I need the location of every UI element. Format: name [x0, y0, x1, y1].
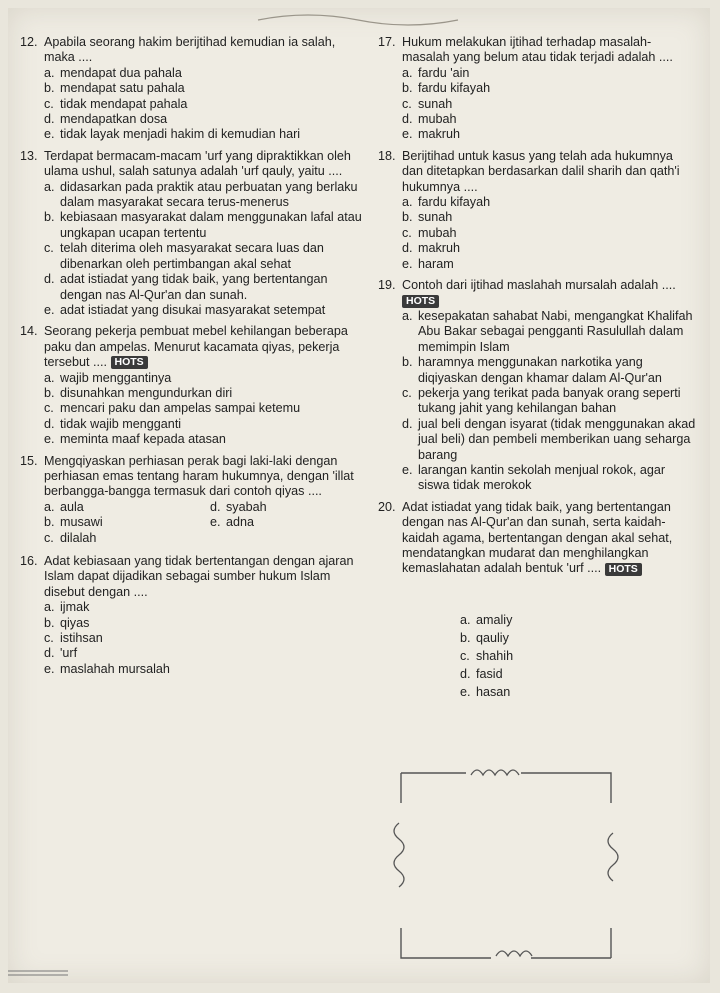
option-letter: b.	[402, 81, 413, 96]
option-text: makruh	[418, 241, 460, 256]
option-letter: b.	[44, 515, 55, 530]
question-number: 18.	[378, 148, 396, 163]
answer-option-e[interactable]	[402, 257, 696, 272]
question-text	[402, 149, 696, 195]
option-text: mendapat satu pahala	[60, 81, 185, 96]
question-number: 19.	[378, 278, 396, 293]
option-letter: b.	[44, 210, 55, 225]
option-text: sunah	[418, 96, 453, 111]
answer-option-c[interactable]	[44, 401, 362, 416]
answer-option-a[interactable]	[460, 611, 696, 629]
answer-option-d[interactable]	[44, 646, 362, 661]
hots-badge: HOTS	[111, 356, 148, 369]
answer-option-e[interactable]	[44, 303, 362, 318]
option-letter: d.	[402, 416, 413, 431]
answer-option-b[interactable]	[460, 629, 696, 647]
answer-option-e[interactable]	[402, 127, 696, 142]
option-letter: a.	[460, 612, 471, 627]
option-letter: d.	[44, 416, 55, 431]
question-text	[44, 35, 362, 66]
option-text: mubah	[418, 225, 457, 240]
question-stem: Adat kebiasaan yang tidak bertentangan dengan ajaran Islam dapat dijadikan sebagai sumber hukum Islam disebut dengan ....	[44, 554, 354, 599]
option-letter: d.	[44, 272, 55, 287]
question-12	[20, 35, 362, 143]
question-number: 13.	[20, 148, 38, 163]
answer-option-a[interactable]	[402, 309, 696, 355]
answer-option-d[interactable]	[44, 272, 362, 303]
answer-option-b[interactable]	[44, 386, 362, 401]
answer-option-d[interactable]	[402, 241, 696, 256]
option-letter: e.	[402, 127, 413, 142]
option-text: didasarkan pada praktik atau perbuatan yang berlaku dalam masyarakat secara terus-menerus	[60, 179, 358, 210]
option-letter: a.	[402, 308, 413, 323]
option-letter: d.	[44, 646, 55, 661]
option-text: musawi	[60, 515, 103, 530]
answer-option-b[interactable]	[402, 81, 696, 96]
answer-options	[44, 371, 362, 448]
answer-option-e[interactable]	[460, 683, 696, 701]
answer-option-a[interactable]	[402, 66, 696, 81]
answer-option-b[interactable]	[402, 355, 696, 386]
option-letter: c.	[460, 648, 470, 663]
question-14	[20, 324, 362, 447]
option-letter: a.	[402, 195, 413, 210]
question-18	[378, 149, 696, 272]
question-stem: Adat istiadat yang tidak baik, yang bertentangan dengan nas Al-Qur'an dan sunah, serta kaidah-kaidah agama, bertentangan dengan akal sehat, mendatangkan mudarat dan menghilangkan kemaslahatan adalah bentuk 'urf ....	[402, 499, 673, 576]
answer-option-d[interactable]	[402, 417, 696, 463]
options-row	[44, 500, 362, 515]
option-text: adna	[226, 515, 255, 530]
option-letter: b.	[460, 630, 471, 645]
option-text: meminta maaf kepada atasan	[60, 432, 226, 447]
answer-option-c[interactable]	[44, 241, 362, 272]
hots-badge: HOTS	[402, 295, 439, 308]
options-row	[44, 531, 362, 546]
option-letter: c.	[44, 401, 54, 416]
question-stem: Seorang pekerja pembuat mebel kehilangan beberapa paku dan ampelas. Menurut kacamata qiyas, pekerja tersebut ....	[44, 324, 348, 370]
answer-option-a[interactable]	[44, 180, 362, 211]
answer-option-c[interactable]	[402, 386, 696, 417]
option-text: shahih	[476, 648, 514, 663]
option-text: tidak wajib mengganti	[60, 416, 182, 431]
option-letter: b.	[44, 615, 55, 630]
option-letter: b.	[44, 385, 55, 400]
question-number: 14.	[20, 324, 38, 339]
answer-option-e[interactable]	[44, 127, 362, 142]
option-text: aula	[60, 499, 84, 514]
option-letter: e.	[210, 515, 221, 530]
option-letter: a.	[44, 370, 55, 385]
option-text: syabah	[226, 499, 267, 514]
option-letter: e.	[402, 256, 413, 271]
option-letter: d.	[210, 499, 221, 514]
option-text: fasid	[476, 666, 503, 681]
option-letter: d.	[402, 112, 413, 127]
option-text: telah diterima oleh masyarakat secara luas dan dibenarkan oleh pertimbangan akal sehat	[60, 241, 324, 271]
option-text: 'urf	[60, 646, 78, 661]
option-letter: b.	[44, 81, 55, 96]
question-text	[44, 554, 362, 600]
question-stem: Terdapat bermacam-macam 'urf yang dipraktikkan oleh ulama ushul, salah satunya adalah 'urf qauly, yaitu ....	[44, 148, 351, 179]
option-letter: c.	[402, 385, 412, 400]
option-text: qiyas	[60, 615, 90, 630]
question-number: 16.	[20, 554, 38, 568]
option-letter: e.	[460, 684, 471, 699]
option-letter: b.	[402, 355, 413, 370]
option-letter: c.	[44, 631, 54, 646]
answer-option-e[interactable]	[44, 662, 362, 677]
answer-option-b[interactable]	[44, 616, 362, 631]
option-text: fardu 'ain	[418, 65, 470, 80]
option-letter: e.	[402, 462, 413, 477]
option-text: hasan	[476, 684, 511, 699]
question-stem: Contoh dari ijtihad maslahah mursalah adalah ....	[402, 278, 676, 293]
option-text: adat istiadat yang tidak baik, yang bertentangan dengan nas Al-Qur'an dan sunah.	[60, 272, 328, 302]
answer-option-a[interactable]	[44, 600, 362, 615]
options-row	[44, 515, 362, 530]
question-text	[44, 454, 362, 500]
option-text: dilalah	[60, 530, 97, 545]
answer-options	[44, 600, 362, 677]
question-text	[402, 500, 696, 577]
answer-option-e[interactable]	[402, 463, 696, 494]
left-column	[20, 35, 362, 681]
answer-option-a[interactable]	[44, 66, 362, 81]
option-letter: d.	[460, 666, 471, 681]
option-text: tidak layak menjadi hakim di kemudian hari	[60, 127, 301, 142]
answer-option-c[interactable]	[402, 226, 696, 241]
option-text: kebiasaan masyarakat dalam menggunakan lafal atau ungkapan ucapan tertentu	[60, 210, 362, 240]
option-letter: a.	[402, 65, 413, 80]
option-letter: a.	[44, 600, 55, 615]
option-text: makruh	[418, 127, 460, 142]
option-text: fardu kifayah	[418, 195, 491, 210]
answer-options	[402, 195, 696, 272]
option-text: qauliy	[476, 630, 509, 645]
option-text: ijmak	[60, 600, 90, 615]
question-16	[20, 554, 362, 677]
answer-options	[402, 66, 696, 143]
question-19	[378, 278, 696, 494]
option-text: haramnya menggunakan narkotika yang diqiyaskan dengan khamar dalam Al-Qur'an	[418, 355, 662, 385]
answer-option-a[interactable]	[44, 500, 210, 515]
option-letter: c.	[402, 225, 412, 240]
question-number: 17.	[378, 35, 396, 49]
question-stem: Mengqiyaskan perhiasan perak bagi laki-laki dengan perhiasan emas tentang haram hukumnya, dengan 'illat berbangga-bangga termasuk dari contoh qiyas ....	[44, 453, 354, 499]
question-number: 12.	[20, 35, 38, 49]
bottom-stripes	[8, 967, 710, 983]
question-15	[20, 454, 362, 546]
answer-option-d[interactable]	[44, 112, 362, 127]
answer-options	[44, 180, 362, 319]
question-text	[402, 278, 696, 309]
answer-option-b[interactable]	[44, 81, 362, 96]
option-text: pekerja yang terikat pada banyak orang seperti tukang jahit yang kehilangan bahan	[418, 385, 681, 416]
hots-badge: HOTS	[605, 563, 642, 576]
option-letter: c.	[44, 241, 54, 256]
option-text: haram	[418, 256, 454, 271]
question-stem: Hukum melakukan ijtihad terhadap masalah-masalah yang belum atau tidak terjadi adalah ....	[402, 35, 673, 65]
answer-option-e[interactable]	[210, 515, 346, 530]
option-text: maslahah mursalah	[60, 661, 170, 676]
option-text: istihsan	[60, 631, 103, 646]
top-ornament	[8, 8, 710, 30]
option-text: adat istiadat yang disukai masyarakat setempat	[60, 302, 326, 317]
question-text	[44, 324, 362, 370]
option-text: fardu kifayah	[418, 81, 491, 96]
option-letter: a.	[44, 65, 55, 80]
option-letter: b.	[402, 210, 413, 225]
answer-option-c[interactable]	[460, 647, 696, 665]
ornamental-frame	[381, 763, 631, 973]
answer-options	[44, 66, 362, 143]
answer-option-b[interactable]	[402, 210, 696, 225]
worksheet-page	[8, 8, 710, 983]
q20-options-frame	[381, 763, 621, 963]
option-text: disunahkan mengundurkan diri	[60, 385, 233, 400]
option-letter: d.	[44, 112, 55, 127]
option-text: larangan kantin sekolah menjual rokok, agar siswa tidak merokok	[418, 462, 666, 493]
option-letter: c.	[44, 530, 54, 545]
answer-option-b[interactable]	[44, 515, 210, 530]
option-text: mendapat dua pahala	[60, 65, 182, 80]
question-text	[44, 149, 362, 180]
option-text: amaliy	[476, 612, 513, 627]
question-number: 15.	[20, 453, 38, 468]
option-text: wajib menggantinya	[60, 370, 172, 385]
question-stem: Apabila seorang hakim berijtihad kemudian ia salah, maka ....	[44, 35, 336, 65]
option-text: kesepakatan sahabat Nabi, mengangkat Khalifah Abu Bakar sebagai pengganti Rasulullah dalam memimpin Islam	[418, 308, 693, 354]
answer-option-a[interactable]	[402, 195, 696, 210]
option-letter: c.	[402, 96, 412, 111]
option-text: tidak mendapat pahala	[60, 96, 188, 111]
option-text: jual beli dengan isyarat (tidak menggunakan akad jual beli) dan pembeli memberikan uang seharga barang	[418, 416, 696, 462]
answer-option-e[interactable]	[44, 432, 362, 447]
option-letter: e.	[44, 302, 55, 317]
question-number: 20.	[378, 499, 396, 514]
answer-option-c[interactable]	[44, 531, 210, 546]
answer-option-b[interactable]	[44, 210, 362, 241]
answer-option-a[interactable]	[44, 371, 362, 386]
answer-options	[44, 500, 362, 546]
right-column	[378, 35, 696, 705]
option-letter: e.	[44, 661, 55, 676]
question-stem: Berijtihad untuk kasus yang telah ada hukumnya dan ditetapkan berdasarkan dalil sharih dan qath'i hukumnya ....	[402, 148, 680, 194]
option-text: sunah	[418, 210, 453, 225]
question-20	[378, 500, 696, 701]
option-letter: c.	[44, 96, 54, 111]
question-text	[402, 35, 696, 66]
answer-option-c[interactable]	[44, 631, 362, 646]
answer-options	[402, 309, 696, 494]
answer-option-d[interactable]	[210, 500, 346, 515]
option-text: mencari paku dan ampelas sampai ketemu	[60, 401, 301, 416]
question-17	[378, 35, 696, 143]
option-letter: e.	[44, 127, 55, 142]
option-letter: a.	[44, 179, 55, 194]
option-text: mendapatkan dosa	[60, 112, 168, 127]
question-13	[20, 149, 362, 318]
answer-option-c[interactable]	[44, 97, 362, 112]
option-letter: d.	[402, 241, 413, 256]
answer-option-d[interactable]	[460, 665, 696, 683]
answer-option-d[interactable]	[402, 112, 696, 127]
answer-option-d[interactable]	[44, 417, 362, 432]
answer-option-c[interactable]	[402, 97, 696, 112]
option-text: mubah	[418, 112, 457, 127]
option-letter: a.	[44, 499, 55, 514]
answer-options	[460, 611, 696, 701]
option-letter: e.	[44, 432, 55, 447]
